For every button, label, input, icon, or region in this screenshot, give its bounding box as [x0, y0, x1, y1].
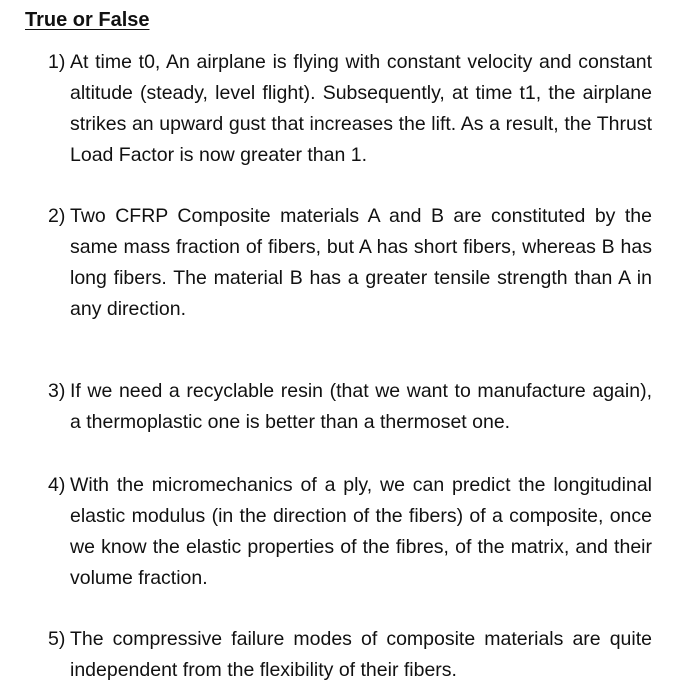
question-number: 4) — [48, 474, 66, 496]
question-5 — [48, 624, 652, 686]
question-number: 5) — [48, 628, 66, 650]
question-3 — [48, 376, 652, 438]
question-text: At time t0, An airplane is flying with constant velocity and constant altitude (steady, level flight). Subsequently, at time t1, the airplane strikes an upward gust that increases the lift. As a result, the Thrust Load Factor is now greater than 1. — [70, 51, 652, 166]
question-text: Two CFRP Composite materials A and B are constituted by the same mass fraction of fibers, but A has short fibers, whereas B has long fibers. The material B has a greater tensile strength than A in any direction. — [70, 205, 652, 320]
question-text: With the micromechanics of a ply, we can predict the longitudinal elastic modulus (in the direction of the fibers) of a composite, once we know the elastic properties of the fibres, of the matrix, and their volume fraction. — [70, 474, 652, 589]
question-number: 2) — [48, 205, 66, 227]
page-title: True or False — [25, 9, 150, 31]
question-text: The compressive failure modes of composite materials are quite independent from the flexibility of their fibers. — [70, 628, 652, 681]
question-number: 3) — [48, 380, 66, 402]
question-2 — [48, 201, 652, 325]
question-4 — [48, 470, 652, 594]
question-number: 1) — [48, 51, 66, 73]
question-text: If we need a recyclable resin (that we want to manufacture again), a thermoplastic one is better than a thermoset one. — [70, 380, 652, 433]
question-1 — [48, 47, 652, 171]
